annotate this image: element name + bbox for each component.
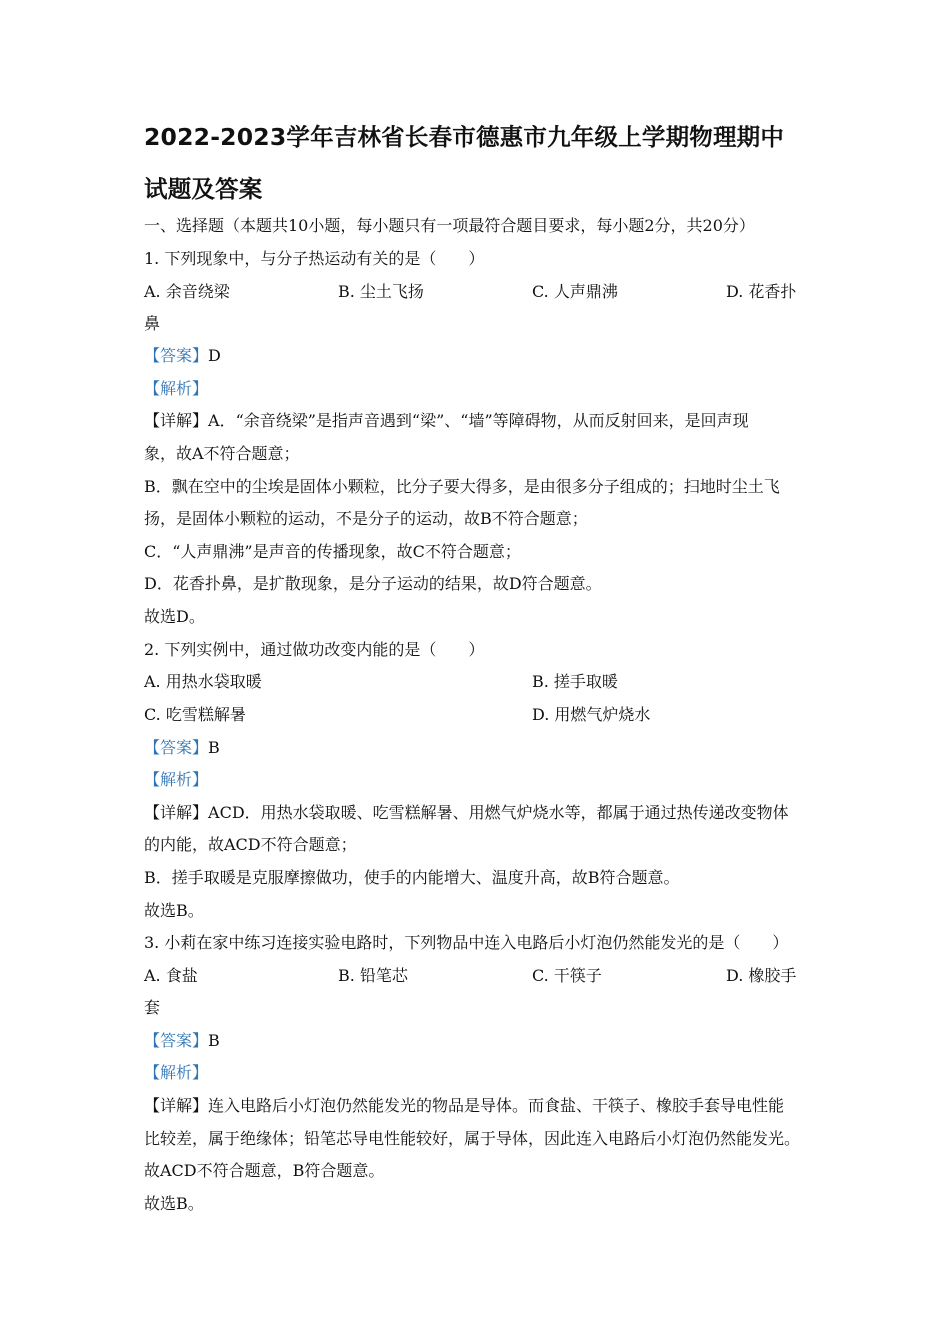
detail-text: 连入电路后小灯泡仍然能发光的物品是导体。而食盐、干筷子、橡胶手套导电性能	[208, 1096, 785, 1115]
detail-text: A．“余音绕梁”是指声音遇到“梁”、“墙”等障碍物，从而反射回来，是回声现	[208, 411, 749, 430]
question-3-detail-line	[144, 1096, 812, 1116]
question-1-option-c: C. 人声鼎沸	[532, 282, 618, 301]
question-3-detail-line: 故ACD不符合题意，B符合题意。	[144, 1161, 385, 1180]
question-2-option-b: B. 搓手取暖	[532, 672, 618, 691]
section-heading: 一、选择题（本题共10小题，每小题只有一项最符合题目要求，每小题2分，共20分）	[144, 216, 755, 235]
question-2-option-a: A. 用热水袋取暖	[144, 672, 262, 691]
question-3-option-b: B. 铅笔芯	[338, 966, 408, 985]
question-1-option-d: D. 花香扑	[726, 282, 797, 301]
question-3-option-c: C. 干筷子	[532, 966, 602, 985]
question-3-detail-line: 故选B。	[144, 1194, 204, 1213]
detail-tag: 【详解】	[144, 1096, 209, 1115]
question-2-option-d: D. 用燃气炉烧水	[532, 705, 651, 724]
question-2-detail-line	[144, 803, 812, 823]
question-1-analysis	[144, 379, 812, 399]
question-3-analysis	[144, 1063, 812, 1083]
detail-text: ACD．用热水袋取暖、吃雪糕解暑、用燃气炉烧水等，都属于通过热传递改变物体	[208, 803, 789, 822]
question-1-detail-line: C．“人声鼎沸”是声音的传播现象，故C不符合题意；	[144, 542, 521, 561]
analysis-tag: 【解析】	[144, 379, 209, 398]
question-2-answer	[144, 738, 812, 758]
answer-tag: 【答案】	[144, 738, 209, 757]
question-1-detail-line: 扬，是固体小颗粒的运动，不是分子的运动，故B不符合题意；	[144, 509, 588, 528]
question-2-detail-line: B．搓手取暖是克服摩擦做功，使手的内能增大、温度升高，故B符合题意。	[144, 868, 680, 887]
question-2-detail-line: 故选B。	[144, 901, 204, 920]
question-3-option-d: D. 橡胶手	[726, 966, 797, 985]
question-1-detail-line: B．飘在空中的尘埃是固体小颗粒，比分子要大得多，是由很多分子组成的；扫地时尘土飞	[144, 477, 780, 496]
question-1-option-b: B. 尘土飞扬	[338, 282, 424, 301]
question-3-stem: 3. 小莉在家中练习连接实验电路时，下列物品中连入电路后小灯泡仍然能发光的是（ ）	[144, 933, 789, 952]
question-1-detail-line: 象，故A不符合题意；	[144, 444, 300, 463]
answer-tag: 【答案】	[144, 346, 209, 365]
question-1-answer	[144, 346, 812, 366]
question-1-detail-line: D．花香扑鼻，是扩散现象，是分子运动的结果，故D符合题意。	[144, 574, 602, 593]
answer-value: B	[208, 1031, 220, 1050]
question-2-analysis	[144, 770, 812, 790]
detail-tag: 【详解】	[144, 803, 209, 822]
analysis-tag: 【解析】	[144, 770, 209, 789]
analysis-tag: 【解析】	[144, 1063, 209, 1082]
question-3-detail-line: 比较差，属于绝缘体；铅笔芯导电性能较好，属于导体，因此连入电路后小灯泡仍然能发光。	[144, 1129, 801, 1148]
question-2-option-c: C. 吃雪糕解暑	[144, 705, 246, 724]
question-1-stem: 1. 下列现象中，与分子热运动有关的是（ ）	[144, 249, 485, 268]
answer-value: D	[208, 346, 221, 365]
answer-tag: 【答案】	[144, 1031, 209, 1050]
question-3-option-wrap: 套	[144, 998, 161, 1017]
question-3-option-a: A. 食盐	[144, 966, 198, 985]
question-1-detail-line: 故选D。	[144, 607, 205, 626]
document-title-line-2: 试题及答案	[144, 175, 263, 203]
question-2-detail-line: 的内能，故ACD不符合题意；	[144, 835, 357, 854]
question-2-stem: 2. 下列实例中，通过做功改变内能的是（ ）	[144, 640, 485, 659]
question-1-detail-line	[144, 411, 812, 431]
question-3-answer	[144, 1031, 812, 1051]
document-title-line-1: 2022-2023学年吉林省长春市德惠市九年级上学期物理期中	[144, 123, 785, 151]
question-1-option-a: A. 余音绕梁	[144, 282, 230, 301]
detail-tag: 【详解】	[144, 411, 209, 430]
question-1-option-wrap: 鼻	[144, 314, 161, 333]
answer-value: B	[208, 738, 220, 757]
